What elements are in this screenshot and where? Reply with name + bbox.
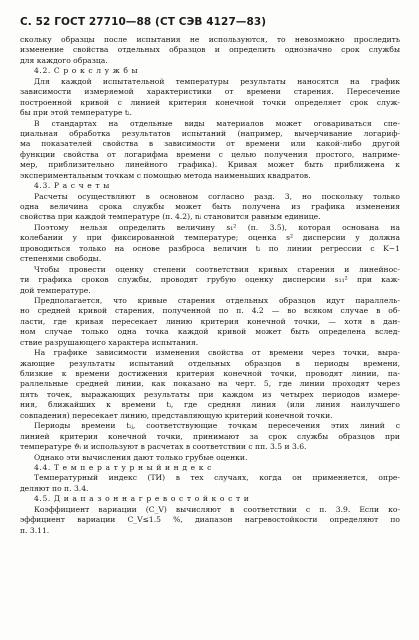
text-line: ния, ближайших к времени tᵢ, где средняя линия (или линия наилучшего: [20, 400, 400, 410]
text-line: Расчеты осуществляют в основном согласно разд. 3, но поскольку только: [34, 191, 400, 201]
text-line: Периоды времени tᵢⱼ, соответствующие точкам пересечения этих линий с: [34, 421, 400, 431]
text-line: пять точек, выражающих результаты при каждом из четырех периодов измере-: [20, 389, 400, 399]
text-line: проводиться только на основе разброса величин tᵢ по линии регрессии с K−1: [20, 243, 400, 253]
document-body: [20, 35, 400, 536]
text-line: Коэффициент вариации (C_V) вычисляют в соответствии с п. 3.9. Если ко-: [34, 504, 400, 514]
text-line: ствие разрушающего характера испытания.: [20, 337, 199, 347]
text-line: ласти, где кривая пересекает линию критерия конечной точки, — хотя в дан-: [20, 316, 400, 326]
text-line: построенной кривой с линией критерия конечной точки определяет срок служ-: [20, 97, 400, 107]
text-line: раллельные средней линии, как показано на черт. 5, где линии проходят через: [20, 379, 400, 389]
text-line: На графике зависимости изменения свойства от времени через точки, выра-: [34, 348, 400, 358]
text-line: но средней кривой старения, полученной по п. 4.2 — во всяком случае в об-: [20, 306, 400, 316]
text-line: изменение свойства отдельных образцов и определить однозначно срок службы: [20, 45, 400, 55]
section-heading: 4.2. С р о к с л у ж б ы: [34, 66, 139, 76]
text-line: степенями свободы.: [20, 254, 102, 264]
text-line: Поэтому нельзя определить величину s₁² (п. 3.5), которая основана на: [34, 222, 400, 232]
text-line: совпадения) пересекает линию, представляющую критерий конечной точки.: [20, 410, 333, 420]
text-line: одна величина срока службы может быть получена из графика изменения: [20, 202, 400, 211]
text-line: мер, приблизительно линейного графика). Кривая может быть приближена к: [20, 160, 400, 170]
text-line: скольку образцы после испытания не используются, то невозможно проследить: [20, 35, 400, 44]
text-line: Однако эти вычисления дают только грубые оценки.: [34, 452, 248, 462]
text-line: функции свойства от логарифма времени с целью получения простого, наприме-: [20, 149, 400, 159]
text-line: колебании y при фиксированной температуре; оценка s² дисперсии y должна: [20, 233, 400, 243]
text-line: В стандартах на отдельные виды материалов может оговариваться спе-: [34, 118, 400, 128]
page-header: С. 52 ГОСТ 27710—88 (СТ СЭВ 4127—83): [20, 16, 267, 28]
text-line: температуре ϑᵢ и используют в расчетах в соответствии с пп. 3.5 и 3.6.: [20, 442, 307, 452]
text-line: ма показателей свойства в зависимости от времени или какой-либо другой: [20, 139, 400, 149]
text-line: эффициент вариации C_V≤1.5 %, диапазон нагревостойкости определяют по: [20, 515, 400, 525]
text-line: деляют по п. 3.4.: [20, 483, 89, 493]
text-line: Температурный индекс (ТИ) в тех случаях, когда он применяется, опре-: [34, 473, 400, 483]
text-line: ти графика сроков службы, проводят грубую оценку дисперсии s₁₁² при каж-: [20, 275, 400, 285]
text-line: близкие к времени достижения критерия конечной точки, проводят линии, па-: [20, 369, 400, 378]
text-line: Предполагается, что кривые старения отдельных образцов идут параллель-: [34, 295, 400, 305]
text-line: дой температуре.: [20, 285, 91, 295]
text-line: жающие результаты испытаний отдельных образцов в периоды времени,: [20, 358, 400, 368]
text-line: циальная обработка результатов испытаний (например, вычерчивание логариф-: [20, 128, 400, 138]
section-heading: 4.5. Д и а п а з о н н а г р е в о с т о й к о с т и: [34, 494, 250, 504]
text-line: Для каждой испытательной температуры результаты наносятся на график: [34, 76, 400, 86]
section-heading: 4.4. Т е м п е р а т у р н ы й и н д е к с: [34, 462, 212, 472]
text-line: экспериментальным точкам с помощью метода наименьших квадратов.: [20, 170, 311, 180]
text-line: ном случае только одна точка каждой кривой может быть определена вслед-: [20, 327, 400, 337]
section-heading: 4.3. Р а с ч е т ы: [34, 181, 110, 191]
text-line: бы при этой температуре tᵢ.: [20, 108, 132, 118]
text-line: для каждого образца.: [20, 55, 108, 65]
text-line: свойства при каждой температуре (п. 4.2), nᵢ становится равным единице.: [20, 212, 321, 222]
text-line: зависимости измеряемой характеристики от времени старения. Пересечение: [20, 87, 400, 97]
text-line: линией критерия конечной точки, принимают за срок службы образцов при: [20, 431, 400, 441]
text-line: Чтобы провести оценку степени соответствия кривых старения и линейнос-: [34, 264, 400, 274]
text-line: п. 3.11.: [20, 525, 50, 535]
